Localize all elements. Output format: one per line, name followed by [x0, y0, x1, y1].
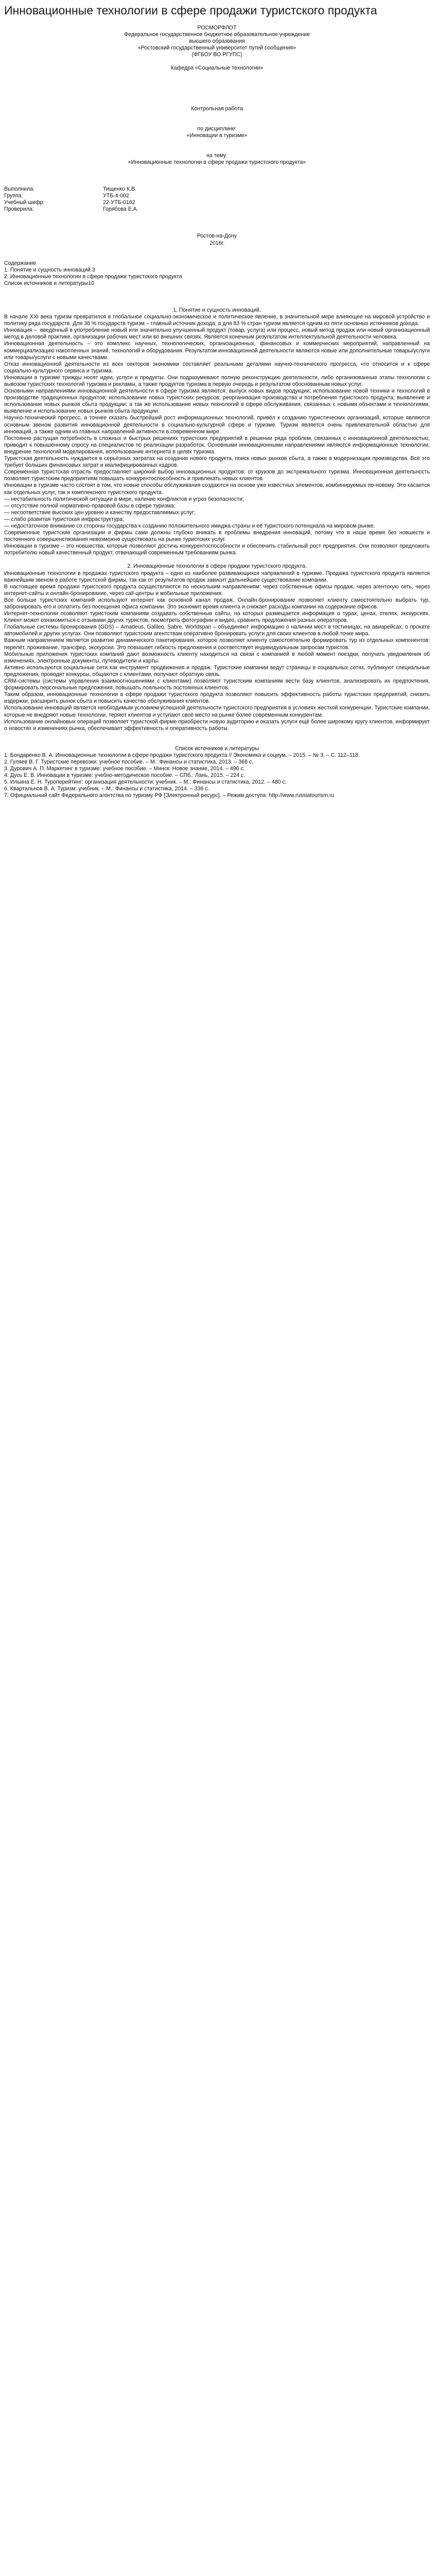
paragraph: Инновационные технологии в продажах туристского продукта – одно из наиболее развивающихся направлений в туризме. Продажа туристского продукта является важнейшим звеном в работе туристской фирмы, так как от результатов продаж зависит дальнейшее существование компании. — [4, 570, 430, 583]
paragraph: Глобальные системы бронирования (GDS) – Amadeus, Galileo, Sabre, Worldspan – объединяют информацию о наличии мест в гостиницах, на авиарейсах, о прокате автомобилей и других услугах. Они позволяют туристским агентствам оперативно бронировать услуги для своих клиентов в любой точке мира. — [4, 624, 430, 637]
paragraph: Отказ инновационной деятельности из всех секторов экономики составляет реальными деталями научно-технического прогресса, что относится и к сфере социально-культурного сервиса и туризма. — [4, 361, 430, 374]
paragraph: Современные туристские организации и фирмы сами должны глубоко вникать в проблемы внедрения инноваций, потому что в наше время без новшеств и постоянного совершенствования невозможно существовать на рынке туристских услуг. — [4, 530, 430, 543]
toc-item: 2. Инновационные технологии в сфере продажи туристского продукта — [4, 273, 182, 280]
paragraph: Использование инноваций является необходимым условием успешной деятельности туристского предприятия в условиях жесткой конкуренции. Туристские компании, которые не внедряют новые технологии, теряют клиентов и уступают своё место на рынке более современным конкурентам. — [4, 705, 430, 718]
work-type: Контрольная работа — [191, 105, 243, 112]
paragraph: Инновация – ​ введённый в употребление новый или значительно улучшенный продукт (товар, услуга) или процесс, новый метод продаж или новый организационный метод в деловой практике, организации рабочих мест или во внешних связях. Является конечным результатом интеллектуальной деятельности человека. — [4, 327, 430, 341]
paragraph: Активно используются социальные сети как инструмент продвижения и продаж. Туристские компании ведут страницы в социальных сетях, публикуют специальные предложения, проводят конкурсы, общаются с клиентами, получают обратную связь. — [4, 664, 430, 677]
section-2-title: 2. Инновационные технологии в сфере продажи туристского продукта. — [127, 563, 307, 570]
info-value: Горябова Е.А. — [103, 206, 138, 213]
reference-item: 6. Квартальнов В. А. Туризм: учебник. – М.: Финансы и статистика, 2014. – 336 с. — [4, 786, 210, 792]
info-row — [4, 193, 430, 199]
year: 2016г. — [209, 240, 225, 246]
paragraph: CRM-системы (системы управления взаимоотношениями с клиентами) позволяют туристским компаниям вести базу клиентов, анализировать их предпочтения, формировать персональные предложения, повышать лояльность постоянных клиентов. — [4, 678, 430, 691]
header-line: высшего образования — [189, 38, 245, 45]
paragraph: Туристская деятельность нуждается в серьёзных затратах на создание нового продукта, поиск новых рынков сбыта, а также в модернизации производства. Всё это требует больших финансовых затрат и квалифицированных кадров. — [4, 455, 430, 469]
paragraph: Мобильные приложения туристских компаний дают возможность клиенту находиться на связи с компанией в любой момент поездки, получать уведомления об изменениях, электронные документы, путеводители и карты. — [4, 651, 430, 664]
section-1 — [4, 314, 430, 556]
reference-item: 3. Дурович А. П. Маркетинг в туризме: учебное пособие. – Минск: Новое знание, 2014. – 496 с. — [4, 766, 245, 772]
paragraph: Интернет-технологии позволяют туристским компаниям создавать собственные сайты, на которых размещается информация о турах, ценах, отелях, экскурсиях. Клиент может ознакомиться с отзывами других туристов, посмотреть фотографии и видео, сравнить предложения разных операторов. — [4, 611, 430, 624]
paragraph: Таким образом, инновационные технологии в сфере продажи туристского продукта позволяют повысить эффективность работы туристских предприятий, снизить издержки, расширить рынок сбыта и повысить качество обслуживания клиентов. — [4, 691, 430, 705]
paragraph: Все больше туристских компаний используют интернет как основной канал продаж. Онлайн-бронирование позволяет клиенту самостоятельно выбрать тур, забронировать его и оплатить без посещения офиса компании. Это экономит время клиента и снижает расходы компании на содержание офисов. — [4, 597, 430, 610]
topic: «Инновационные технологии в сфере продажи туристского продукта» — [128, 159, 306, 165]
paragraph: Современная туристская отрасль предоставляет широкий выбор инновационных продуктов: от круизов до экстремального туризма. Инновационная деятельность позволяет туристским предприятиям повышать конкурентоспособность и привлекать новых клиентов. — [4, 469, 430, 482]
paragraph: — отсутствие полной нормативно-правовой базы в сфере туризма; — [4, 502, 176, 509]
info-value: 22-УТБ-0162 — [103, 199, 135, 206]
toc-item: 1. Понятие и сущность инноваций.3 — [4, 266, 95, 273]
paragraph: Постоянно растущая потребность в сложных и быстрых решениях туристских предприятий в решении ряда проблем, связанных с инновационной деятельностью, приводит к повышенному спросу на специалистов по реализации разработок. Основными инновационными направлениями являются информационные технологии, внедрение технологий моделирования, использование интернета в целях туризма. — [4, 435, 430, 455]
paragraph: В настоящее время продажи туристского продукта осуществляются по нескольким направлениям: через собственные офисы продаж, через агентскую сеть, через интернет-сайты и онлайн-бронирование, через call-центры и мобильные приложения. — [4, 583, 430, 597]
city: Ростов-на-Дону — [197, 233, 237, 240]
info-key: Учебный шифр: — [4, 199, 45, 206]
paragraph: Использование онлайновых операций позволяет туристской фирме приобрести новую аудиторию и оказать услуги ещё более широкому кругу клиентов, информирует о новостях и изменениях рынка, обеспечивает эффективность и оперативность работы. — [4, 718, 430, 732]
table-of-contents — [4, 260, 430, 287]
paragraph: — нестабильность политической ситуации в мире, наличие конфликтов и угроз безопасности; — [4, 496, 244, 502]
info-row — [4, 199, 430, 206]
author-info — [4, 186, 430, 213]
toc-heading: Содержание — [4, 260, 36, 266]
paragraph: Основными направлениями инновационной деятельности в сфере туризма являются: выпуск новых видов продукции; использование новой техники и технологий в производстве традиционных продуктов; использование новых туристских ресурсов; реорганизация производства и потребления туристского продукта; выявление и использование новых рынков сбыта продукции; а так же использование новых технологий в сфере обслуживания, связанных с новыми объектами и технологиями, выявление и использование новых рынков сбыта продукции. — [4, 388, 430, 415]
reference-item: 4. Дусь Е. В. Инновации в туризме: учебно-методическое пособие. – СПб.: Лань, 2015. – 224 с. — [4, 772, 246, 779]
topic-intro: на тему: — [206, 152, 228, 159]
references-list — [4, 752, 430, 800]
info-row — [4, 186, 430, 193]
reference-item: 1. Бондаренко В. А. Инновационные технологии в сфере продажи туристского продукта // Экономика и социум. – 2015. – № 3. – С. 112–118. — [4, 752, 360, 758]
section-1-title: 1. Понятие и сущность инноваций. — [173, 307, 261, 313]
reference-item: 5. Ильина Е. Н. Туроперейтинг: организация деятельности: учебник. – М.: Финансы и статистика, 2012. – 480 с. — [4, 779, 287, 786]
paragraph: Важным направлением является развитие динамического пакетирования, которое позволяет клиенту самостоятельно формировать тур из отдельных компонентов: перелёт, проживание, трансфер, экскурсии. Это повышает гибкость предложения и соответствует индивидуальным запросам туристов. — [4, 637, 430, 651]
paragraph: Инновации в туризме – это новшества, которые позволяют достичь конкурентоспособности и обеспечить стабильный рост предприятия. Они позволяют предложить потребителю новый качественный продукт, отвечающий современным требованиям рынка. — [4, 543, 430, 556]
section-2 — [4, 570, 430, 732]
header-line: Федеральное государственное бюджетное образовательное учреждение — [124, 31, 310, 38]
title-page-header — [4, 25, 430, 166]
paragraph: Инновации в туризме трижды носят идеи, услуги и продукты. Они подразумевают полную реконструкцию деятельности, либо организованные этапы технологии с вывозом туристских технологий туризма и рекламы, а также продуктов туризма в первую очередь и результатом обоснованным новых услуг. — [4, 374, 430, 387]
document-title: Инновационные технологии в сфере продажи туристского продукта — [4, 4, 377, 17]
info-value: Тищенко К.В. — [103, 186, 136, 193]
paragraph: — слабо развитая туристская инфраструктура; — [4, 516, 125, 522]
discipline: «Инновации в туризме» — [186, 132, 248, 139]
paragraph: — несоответствие высоких цен уровню и качеству предоставляемых услуг; — [4, 509, 196, 516]
paragraph: Инновационная деятельность – это комплекс научных, технологических, организационных, финансовых и коммерческих мероприятий, направленный на коммерциализацию накопленных знаний, технологий и оборудования. Результатом инновационной деятельности являются новые или дополнительные товары/услуги или товары/услуги с новыми качествами. — [4, 341, 430, 361]
paragraph: Инновации в туризме часто состоят в том, что новые способы обслуживания создаются на основе уже известных элементов, комбинируемых по-новому. Это касается как отдельных услуг, так и комплексного туристского продукта. — [4, 482, 430, 496]
info-key: Группа: — [4, 193, 23, 199]
header-line: РОСМОРФЛОТ — [197, 25, 237, 31]
header-line: «Ростовский государственный университет путей сообщения» — [137, 45, 297, 52]
header-line: (ФГБОУ ВО РГУПС) — [191, 52, 242, 58]
reference-item: 7. Официальный сайт Федерального агентства по туризму РФ [Электронный ресурс]. – Режим доступа: http://www.russiatourism.ru — [4, 792, 335, 799]
info-key: Выполнила: — [4, 186, 35, 193]
paragraph: — недостаточное внимание со стороны государства к созданию положительного имиджа страны и её туристского потенциала на мировом рынке. — [4, 522, 375, 529]
discipline-intro: по дисциплине: — [197, 125, 237, 132]
info-key: Проверила: — [4, 206, 34, 213]
paragraph: Научно-технический прогресс, а точнее сказать быстрейший рост информационных технологий, привёл к созданию туристических организаций, которые являются основным звеном развития инновационной деятельности в социально-культурной сфере и туризме. Туризм является очень привлекательной областью для инноваций, а также одним из главных направлений активности в современном мире. — [4, 415, 430, 435]
references-title: Список источников и литературы — [175, 745, 259, 752]
toc-item: Список источников и литературы10 — [4, 280, 94, 286]
info-row — [4, 206, 430, 213]
document-body — [4, 18, 430, 800]
city-year — [4, 233, 430, 246]
reference-item: 2. Гуляев В. Г. Туристские перевозки: учебное пособие. – М.: Финансы и статистика, 2013. – 368 с. — [4, 758, 254, 765]
info-value: УТБ-4-002 — [103, 193, 129, 199]
department: Кафедра «Социальные технологии» — [170, 65, 264, 72]
paragraph: В начале XXI века туризм превратился в глобальное социально-экономическое и политическое явление, в значительной мере влияющее на мировой устройство и политику ряда государств. Для 38 % государств туризм – главный источник дохода, а для 83 % стран туризм является одним из пяти основных источников дохода. — [4, 314, 430, 327]
